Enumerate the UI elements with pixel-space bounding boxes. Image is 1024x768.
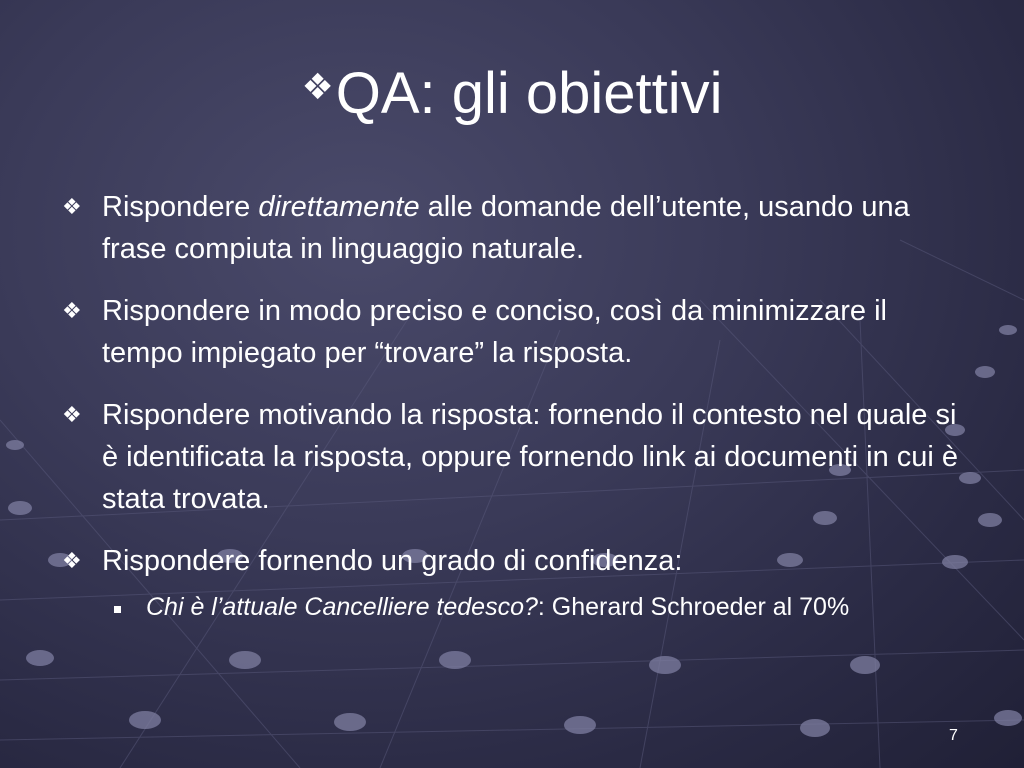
sub-bullet-question: Chi è l’attuale Cancelliere tedesco?	[146, 593, 538, 621]
diamond-flower-icon: ❖	[62, 194, 82, 219]
diamond-flower-icon: ❖	[62, 402, 82, 427]
square-bullet-icon	[114, 606, 121, 613]
bullet-item	[62, 540, 962, 582]
bullet-text-post: alle domande dell’utente, usando una frase compiuta in linguaggio naturale.	[102, 191, 910, 265]
bullet-item	[62, 394, 962, 520]
bullet-item	[62, 290, 962, 374]
bullet-text-emphasis: direttamente	[258, 191, 420, 223]
sub-bullet-item	[62, 590, 962, 624]
diamond-flower-icon: ❖	[301, 66, 334, 107]
diamond-flower-icon: ❖	[62, 298, 82, 323]
page-number: 7	[949, 727, 958, 744]
slide-title	[0, 62, 1024, 126]
slide-title-text: QA: gli obiettivi	[335, 61, 723, 126]
bullet-item	[62, 186, 962, 270]
sub-bullet-answer: : Gherard Schroeder al 70%	[537, 593, 850, 621]
diamond-flower-icon: ❖	[62, 548, 82, 573]
bullet-text: Rispondere in modo preciso e conciso, così da minimizzare il tempo impiegato per “trovare” la risposta.	[102, 295, 887, 369]
bullet-text: Rispondere motivando la risposta: fornendo il contesto nel quale si è identificata la risposta, oppure fornendo link ai documenti in cui è stata trovata.	[102, 399, 959, 515]
bullet-list	[62, 186, 962, 624]
bullet-text-pre: Rispondere	[102, 191, 259, 223]
bullet-text: Rispondere fornendo un grado di confidenza:	[102, 545, 683, 577]
